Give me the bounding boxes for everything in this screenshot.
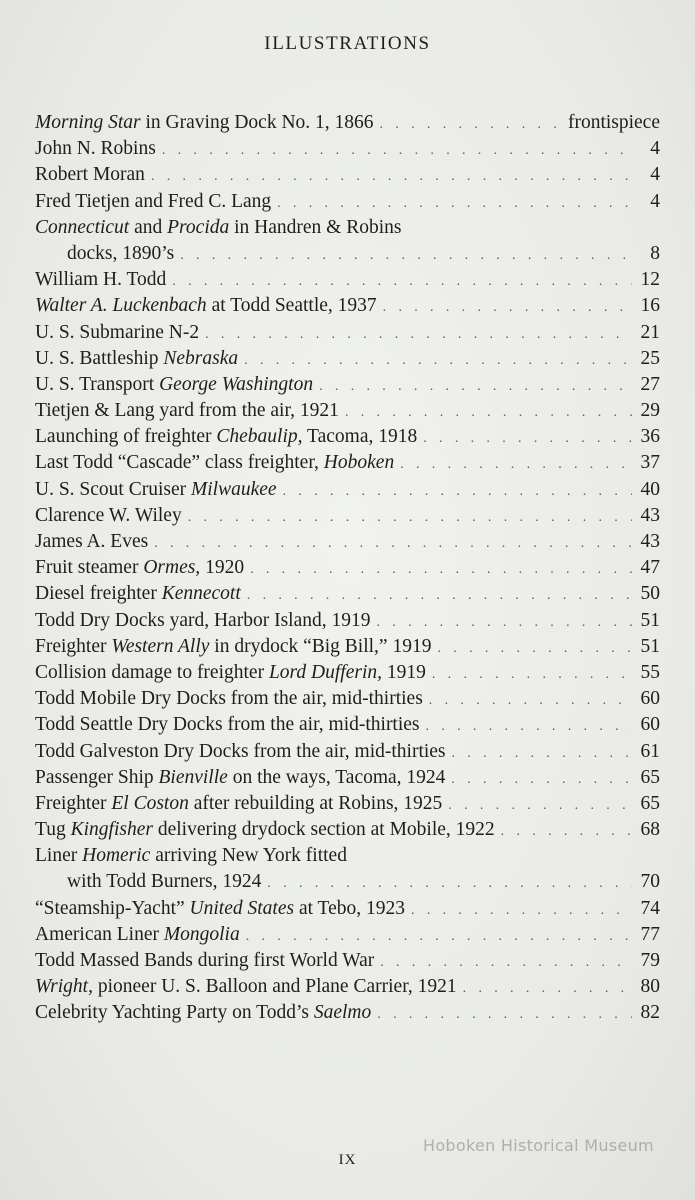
toc-entry	[35, 791, 660, 817]
entry-title	[35, 1000, 371, 1026]
entry-page-number: 50	[640, 583, 660, 605]
toc-entry	[35, 477, 660, 503]
entry-page-number: 74	[640, 897, 660, 919]
entry-title	[35, 791, 442, 817]
entry-page-number: 51	[640, 609, 660, 631]
toc-entry-first-line	[35, 843, 660, 869]
entry-title	[35, 162, 145, 188]
dot-leader	[411, 898, 632, 924]
entry-text-part: Todd Massed Bands during first World War	[35, 950, 375, 971]
entry-text-part: Connecticut	[35, 216, 130, 238]
dot-leader	[244, 348, 632, 374]
entry-page-number: 55	[640, 661, 660, 683]
entry-text-part: on the ways, Tacoma, 1924	[227, 766, 446, 788]
entry-text-part: William H. Todd	[35, 269, 167, 291]
dot-leader	[426, 714, 632, 740]
entry-text-part: U. S. Submarine N-2	[35, 321, 200, 343]
entry-title	[35, 189, 271, 215]
toc-entry	[35, 162, 660, 188]
illustrations-list	[35, 110, 660, 1027]
entry-text-part: Kingfisher	[70, 819, 153, 841]
entry-text-part: Todd Galveston Dry Docks from the air, mid-thirties	[35, 740, 446, 762]
toc-entry	[35, 555, 660, 581]
dot-leader	[345, 400, 632, 426]
dot-leader	[247, 583, 632, 609]
entry-text-part: Mongolia	[163, 923, 240, 945]
entry-text-part: American Liner	[35, 923, 164, 945]
entry-page-number: 4	[650, 190, 660, 212]
entry-title	[35, 477, 277, 503]
entry-text-part: Last Todd “Cascade” class freighter,	[35, 452, 324, 474]
dot-leader	[319, 374, 632, 400]
entry-text-part: Todd Seattle Dry Docks from the air, mid-thirties	[35, 714, 420, 736]
entry-title	[35, 346, 238, 372]
entry-text-part: Kennecott	[161, 583, 241, 605]
entry-text-part: Fred Tietjen and Fred C. Lang	[35, 190, 272, 212]
dot-leader	[250, 557, 632, 583]
toc-entry	[35, 974, 660, 1000]
entry-text-part: in drydock “Big Bill,” 1919	[209, 635, 432, 657]
entry-text-part: Tacoma, 1918	[302, 426, 418, 448]
entry-text-part: Fruit steamer	[35, 557, 144, 579]
entry-title	[35, 739, 446, 765]
entry-text-part: United States	[189, 897, 295, 919]
entry-text-part: Hoboken	[323, 452, 395, 474]
entry-page-number: 80	[640, 976, 660, 998]
entry-page-number: 77	[640, 923, 660, 945]
entry-text-part: Collision damage to freighter	[35, 661, 269, 683]
dot-leader	[267, 871, 632, 897]
toc-entry	[35, 896, 660, 922]
entry-text-part: Nebraska	[163, 347, 239, 369]
entry-page-number: 25	[640, 347, 660, 369]
entry-text-part: Wright,	[35, 976, 93, 998]
entry-text-part: Tug	[35, 819, 71, 841]
entry-text-part: U. S. Battleship	[35, 347, 164, 369]
entry-page-number: 68	[640, 819, 660, 841]
entry-text-part: Morning Star	[35, 112, 141, 133]
entry-title	[35, 948, 374, 974]
toc-entry-first-line	[35, 215, 660, 241]
entry-text-part: Milwaukee	[191, 478, 277, 500]
entry-text-part: Celebrity Yachting Party on Todd’s	[35, 1002, 314, 1024]
entry-text-part: at Tebo, 1923	[294, 897, 406, 919]
dot-leader	[154, 531, 632, 557]
toc-entry	[35, 686, 660, 712]
dot-leader	[423, 426, 632, 452]
entry-page-number: 43	[640, 531, 660, 552]
page-number: IX	[338, 1152, 357, 1168]
toc-entry	[35, 869, 660, 895]
dot-leader	[246, 924, 632, 950]
entry-title	[35, 110, 374, 136]
dot-leader	[283, 479, 632, 505]
dot-leader	[501, 819, 632, 845]
entry-title	[35, 869, 261, 895]
entry-text-part: 1919	[382, 661, 426, 683]
entry-page-number: 8	[650, 242, 660, 264]
entry-title	[35, 765, 445, 791]
dot-leader	[151, 164, 632, 190]
dot-leader	[162, 138, 632, 164]
toc-entry	[35, 241, 660, 267]
entry-text-part: delivering drydock section at Mobile, 1922	[152, 819, 495, 841]
entry-text-part: George Washington	[159, 373, 314, 395]
entry-title	[35, 136, 156, 162]
entry-page-number: 40	[640, 478, 660, 500]
entry-text-part: Todd Mobile Dry Docks from the air, mid-thirties	[35, 688, 423, 710]
toc-entry	[35, 450, 660, 476]
toc-entry	[35, 398, 660, 424]
dot-leader	[277, 191, 632, 217]
dot-leader	[448, 793, 632, 819]
dot-leader	[188, 505, 632, 531]
toc-entry	[35, 110, 660, 136]
toc-entry	[35, 948, 660, 974]
toc-entry	[35, 634, 660, 660]
entry-text-part: Todd Dry Docks yard, Harbor Island, 1919	[35, 609, 371, 631]
entry-page-number: 79	[640, 950, 660, 971]
entry-page-number: 65	[640, 792, 660, 814]
entry-title	[35, 660, 426, 686]
toc-entry	[35, 581, 660, 607]
entry-text-part: Saelmo	[313, 1002, 372, 1024]
entry-text-part: Western Ally	[111, 635, 210, 657]
entry-text-part: Passenger Ship	[35, 766, 159, 788]
entry-text-part: Freighter	[35, 792, 112, 814]
entry-text-part: pioneer U. S. Balloon and Plane Carrier, 1921	[92, 976, 457, 998]
toc-entry	[35, 293, 660, 319]
entry-text-part: “Steamship-Yacht”	[35, 897, 190, 919]
dot-leader	[432, 662, 632, 688]
toc-entry	[35, 320, 660, 346]
toc-entry	[35, 739, 660, 765]
entry-text-part: Freighter	[35, 635, 112, 657]
toc-entry	[35, 660, 660, 686]
entry-page-number: 29	[640, 400, 660, 422]
museum-watermark: Hoboken Historical Museum	[423, 1136, 654, 1155]
entry-text-part: John N. Robins	[35, 138, 156, 160]
entry-title	[35, 424, 417, 450]
entry-text-part: U. S. Scout Cruiser	[35, 478, 191, 500]
entry-page-number: 47	[640, 557, 660, 579]
dot-leader	[377, 1002, 632, 1028]
toc-entry	[35, 1000, 660, 1026]
entry-page-number: 60	[640, 714, 660, 736]
entry-title	[35, 555, 244, 581]
toc-entry	[35, 267, 660, 293]
entry-text-part: and	[129, 216, 168, 238]
entry-text-part: in Handren & Robins	[229, 216, 402, 238]
entry-title	[35, 817, 495, 843]
entry-text-part: U. S. Transport	[35, 373, 160, 395]
entry-text-part: Robert Moran	[35, 164, 145, 186]
entry-text-part: Tietjen & Lang yard from the air, 1921	[35, 400, 339, 422]
entry-text-part: in Graving Dock No. 1, 1866	[140, 112, 374, 133]
entry-text-part: 1920	[200, 557, 245, 579]
entry-title	[35, 634, 431, 660]
entry-title	[35, 529, 148, 555]
entry-title	[35, 974, 457, 1000]
dot-leader	[429, 688, 632, 714]
entry-text-part: James A. Eves	[35, 531, 149, 552]
entry-page-number: frontispiece	[567, 112, 660, 133]
dot-leader	[205, 322, 632, 348]
entry-title	[35, 581, 241, 607]
toc-entry	[35, 712, 660, 738]
entry-title	[35, 503, 182, 529]
dot-leader	[376, 610, 632, 636]
entry-text-part: Lord Dufferin,	[268, 661, 382, 683]
entry-title	[35, 398, 339, 424]
toc-entry	[35, 765, 660, 791]
entry-text-part: Diesel freighter	[35, 583, 162, 605]
entry-page-number: 12	[640, 269, 660, 291]
entry-text-part: Homeric	[82, 845, 151, 867]
entry-title	[35, 896, 405, 922]
entry-text-part: Chebaulip,	[216, 426, 303, 448]
entry-text-part: after rebuilding at Robins, 1925	[188, 792, 443, 814]
toc-entry	[35, 608, 660, 634]
entry-page-number: 16	[640, 295, 660, 317]
entry-title	[35, 712, 420, 738]
entry-text-part: Procida	[167, 216, 230, 238]
entry-page-number: 27	[640, 373, 660, 395]
entry-title	[35, 372, 313, 398]
toc-entry	[35, 817, 660, 843]
entry-text-part: docks, 1890’s	[67, 242, 175, 264]
toc-entry	[35, 922, 660, 948]
dot-leader	[383, 295, 632, 321]
entry-page-number: 65	[640, 766, 660, 788]
entry-page-number: 21	[640, 321, 660, 343]
entry-text-part: Bienville	[158, 766, 228, 788]
entry-page-number: 4	[650, 164, 660, 186]
entry-text-part: at Todd Seattle, 1937	[206, 295, 377, 317]
entry-text-part: arriving New York fitted	[150, 845, 347, 867]
entry-page-number: 43	[640, 504, 660, 526]
toc-entry	[35, 529, 660, 555]
dot-leader	[180, 243, 632, 269]
entry-page-number: 4	[650, 138, 660, 160]
entry-title	[35, 241, 174, 267]
dot-leader	[380, 950, 632, 976]
entry-title	[35, 267, 166, 293]
entry-text-part: Liner	[35, 845, 83, 867]
dot-leader	[451, 767, 632, 793]
entry-text-part: El Coston	[111, 792, 189, 814]
toc-entry	[35, 424, 660, 450]
entry-title	[35, 608, 370, 634]
entry-title	[35, 293, 377, 319]
dot-leader	[452, 741, 632, 767]
entry-page-number: 60	[640, 688, 660, 710]
toc-entry	[35, 503, 660, 529]
entry-text-part: Clarence W. Wiley	[35, 504, 182, 526]
toc-entry	[35, 189, 660, 215]
entry-page-number: 70	[640, 871, 660, 893]
entry-text-part: Launching of freighter	[35, 426, 217, 448]
dot-leader	[463, 976, 632, 1002]
toc-entry	[35, 372, 660, 398]
entry-page-number: 51	[640, 635, 660, 657]
entry-title	[35, 686, 423, 712]
toc-entry	[35, 136, 660, 162]
entry-text-part: Walter A. Luckenbach	[35, 295, 207, 317]
page-title: ILLUSTRATIONS	[264, 33, 431, 54]
entry-title	[35, 320, 199, 346]
dot-leader	[172, 269, 632, 295]
entry-text-part: with Todd Burners, 1924	[67, 871, 262, 893]
entry-title	[35, 922, 240, 948]
dot-leader	[400, 452, 632, 478]
entry-page-number: 37	[640, 452, 660, 474]
entry-text-part: Ormes,	[143, 557, 201, 579]
entry-page-number: 61	[640, 740, 660, 762]
entry-page-number: 82	[640, 1002, 660, 1024]
toc-entry	[35, 346, 660, 372]
entry-title	[35, 450, 394, 476]
dot-leader	[437, 636, 632, 662]
entry-page-number: 36	[640, 426, 660, 448]
dot-leader	[380, 112, 562, 138]
